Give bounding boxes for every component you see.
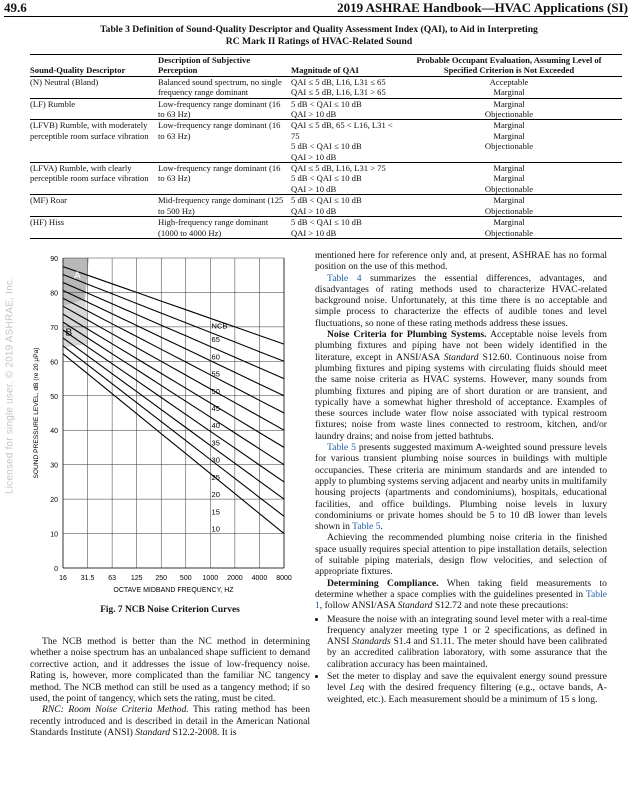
magnitude-cell: 5 dB < QAI ≤ 10 dB QAI > 10 dB — [291, 217, 399, 239]
perception-cell: Low-frequency range dominant (16 to 63 Hz) — [158, 120, 291, 163]
table-5-link[interactable]: Table 5 — [327, 442, 356, 454]
paragraph: Determining Compliance. When taking field measurements to determine whether a space complies with the guidelines presented in Table 1, follow ANSI/ASA Standard S12.72 and note these precautions: — [315, 577, 607, 612]
table-1-link[interactable]: Table 1 — [315, 588, 607, 612]
curve-label: 50 — [211, 386, 220, 396]
x-tick-label: 250 — [155, 575, 168, 582]
list-item: • Set the meter to display and save the equivalent energy sound pressure level Leq with the desired frequency filtering (e.g., octave bands, A-weighted, etc.). Each measurement should be a minimum of 15 s long. — [327, 671, 607, 705]
table-row — [30, 195, 622, 217]
curve-label: 15 — [211, 507, 220, 517]
magnitude-cell: QAI ≤ 5 dB, 65 < L16, L31 < 75 5 dB < QAI ≤ 10 dB QAI > 10 dB — [291, 120, 399, 163]
y-tick-label: 50 — [50, 393, 58, 401]
y-tick-label: 90 — [50, 256, 58, 263]
x-tick-label: 16 — [59, 575, 67, 582]
precaution-list — [315, 614, 607, 705]
table-4-link[interactable]: Table 4 — [327, 272, 362, 284]
table-row — [30, 217, 622, 239]
paragraph: RNC: Room Noise Criteria Method. This rating method has been recently introduced and is described in detail in the American National Standards Institute (ANSI) Standard S12.2-2008. It is — [30, 704, 310, 739]
ncb-curve-60 — [63, 275, 284, 362]
paragraph: Achieving the recommended plumbing noise criteria in the finished space usually requires special attention to pipe installation details, selection of suitable piping materials, design flow velocities, and selection of appropriate fixtures. — [315, 532, 607, 578]
x-axis-label: OCTAVE MIDBAND FREQUENCY, HZ — [113, 587, 234, 594]
curve-label: 65 — [211, 335, 220, 345]
y-tick-label: 0 — [54, 566, 58, 573]
region-a-label: A — [74, 270, 81, 282]
curve-label: 40 — [211, 421, 220, 431]
evaluation-cell: Acceptable Marginal — [399, 76, 622, 98]
curve-label: 25 — [211, 472, 220, 482]
evaluation-cell: Marginal Objectionable — [399, 195, 622, 217]
x-tick-label: 2000 — [227, 575, 243, 582]
curve-label: 10 — [211, 524, 220, 534]
perception-cell: Mid-frequency range dominant (125 to 500 Hz) — [158, 195, 291, 217]
evaluation-cell: Marginal Objectionable — [399, 98, 622, 120]
figure-caption: Fig. 7 NCB Noise Criterion Curves — [100, 605, 240, 615]
page-number: 49.6 — [4, 0, 27, 15]
table-row — [30, 120, 622, 163]
ncb-curve-20 — [63, 338, 284, 499]
x-tick-label: 125 — [130, 575, 143, 582]
y-tick-label: 60 — [50, 359, 58, 367]
table-title: Table 3 Definition of Sound-Quality Descriptor and Quality Assessment Index (QAI), to Aid in Interpreting RC Mark II Ratings of HVAC-Related Sound — [100, 24, 538, 47]
book-title: 2019 ASHRAE Handbook—HVAC Applications (SI) — [337, 0, 628, 15]
table-body — [30, 76, 622, 238]
y-tick-label: 20 — [50, 497, 58, 505]
col-evaluation: Probable Occupant Evaluation, Assuming Level of Specified Criterion is Not Exceeded — [399, 55, 622, 77]
ncb-curve-55 — [63, 283, 284, 379]
evaluation-cell: Marginal Marginal Objectionable — [399, 163, 622, 195]
running-header — [4, 0, 628, 17]
evaluation-cell: Marginal Marginal Objectionable — [399, 120, 622, 163]
y-tick-label: 40 — [50, 428, 58, 436]
paragraph: Table 4 summarizes the essential differences, advantages, and disadvantages of rating methods used to characterize HVAC-related background noise. Unfortunately, at this time there is no acceptable and simple process to characterize the effects of audible tones and level fluctuations, so none of these rating methods address these issues. — [315, 272, 607, 329]
magnitude-cell: 5 dB < QAI ≤ 10 dB QAI > 10 dB — [291, 98, 399, 120]
ncb-curve-40 — [63, 306, 284, 430]
ncb-chart — [28, 252, 313, 597]
magnitude-cell: QAI ≤ 5 dB, L16, L31 ≤ 65 QAI ≤ 5 dB, L16, L31 > 65 — [291, 76, 399, 98]
ncb-curve-25 — [63, 327, 284, 482]
y-tick-label: 30 — [50, 462, 58, 470]
perception-cell: Balanced sound spectrum, no single frequency range dominant — [158, 76, 291, 98]
col-descriptor: Sound-Quality Descriptor — [30, 55, 158, 77]
region-b-label: B — [65, 327, 73, 339]
x-tick-label: 1000 — [202, 575, 219, 582]
curve-label: 30 — [211, 455, 220, 465]
paragraph: mentioned here for reference only and, at present, ASHRAE has no formal position on the use of this method. — [315, 250, 607, 273]
col-magnitude: Magnitude of QAI — [291, 55, 399, 77]
descriptor-cell: (LF) Rumble — [30, 98, 158, 120]
magnitude-cell: QAI ≤ 5 dB, L16, L31 > 75 5 dB < QAI ≤ 10 dB QAI > 10 dB — [291, 163, 399, 195]
y-tick-label: 80 — [50, 290, 58, 298]
ncb-curve-65 — [63, 267, 284, 345]
table-row — [30, 76, 622, 98]
descriptor-cell: (LFVA) Rumble, with clearly perceptible room surface vibration — [30, 163, 158, 195]
descriptor-cell: (LFVB) Rumble, with moderately perceptible room surface vibration — [30, 120, 158, 163]
left-column — [30, 636, 310, 739]
perception-cell: Low-frequency range dominant (16 to 63 Hz) — [158, 98, 291, 120]
x-tick-label: 8000 — [276, 575, 292, 582]
curve-label: 20 — [211, 490, 220, 500]
ncb-label: NCB — [211, 321, 228, 331]
perception-cell: Low-frequency range dominant (16 to 63 Hz) — [158, 163, 291, 195]
curve-label: 45 — [211, 404, 220, 413]
qai-table — [30, 54, 622, 239]
magnitude-cell: 5 dB < QAI ≤ 10 dB QAI > 10 dB — [291, 195, 399, 217]
curve-label: 55 — [211, 369, 220, 379]
descriptor-cell: (MF) Roar — [30, 195, 158, 217]
curve-label: 60 — [211, 352, 220, 362]
descriptor-cell: (N) Neutral (Bland) — [30, 76, 158, 98]
license-watermark: Licensed for single user. © 2019 ASHRAE, Inc. — [4, 276, 16, 495]
x-tick-label: 4000 — [251, 575, 268, 582]
paragraph: Table 5 presents suggested maximum A-weighted sound pressure levels for various transient plumbing noise sources in buildings with multiple occupancies. These criteria are minimum standards and are intended to apply to plumbing systems serving adjacent and nearby units in multifamily housing projects (apartments and condominiums), hospitals, educational facilities, and office buildings. Plumbing noise levels in luxury condominiums or private homes should be 5 to 10 dB lower than levels shown in Table 5. — [315, 442, 607, 533]
table-row — [30, 98, 622, 120]
col-perception: Description of Subjective Perception — [158, 55, 291, 77]
evaluation-cell: Marginal Objectionable — [399, 217, 622, 239]
right-column — [315, 250, 607, 706]
table-5-link[interactable]: Table 5 — [352, 521, 381, 533]
x-tick-label: 31.5 — [80, 575, 95, 582]
descriptor-cell: (HF) Hiss — [30, 217, 158, 239]
paragraph: Noise Criteria for Plumbing Systems. Acceptable noise levels from plumbing fixtures and piping have not been widely identified in the literature, except in ANSI/ASA Standard S12.60. Continuous noise from plumbing fixtures and piping systems with circulating fluids should meet the same noise criteria as HVAC systems. However, many sounds from plumbing fixtures and piping are of short duration or are transient, and typically have a somewhat higher threshold of acceptance. Examples of these sources include water flow noise associated with typical restroom fixtures; noise from waste lines connected to restroom, kitchen, and/or laundry drains; and noise from jetted bathtubs. — [315, 329, 607, 442]
region-a-shading — [63, 258, 89, 306]
perception-cell: High-frequency range dominant (1000 to 4000 Hz) — [158, 217, 291, 239]
paragraph: The NCB method is better than the NC method in determining whether a noise spectrum has an unbalanced shape sufficient to demand corrective action, and it addresses the issue of low-frequency noise. Rating is, however, more complicated than the familiar NC tangency method. The NCB method can still be used as a tangency method; if so used, the point of tangency, which sets the rating, must be cited. — [30, 636, 310, 705]
x-tick-label: 500 — [179, 575, 192, 582]
y-tick-label: 10 — [50, 531, 58, 539]
table-row — [30, 163, 622, 195]
x-tick-label: 63 — [108, 575, 117, 582]
curve-label: 35 — [211, 438, 220, 448]
y-tick-label: 70 — [50, 324, 58, 332]
list-item: • Measure the noise with an integrating sound level meter with a real-time frequency analyzer meeting type 1 or 2 specifications, as defined in ANSI Standards S1.4 and S1.11. The meter should have been calibrated by an accredited calibration laboratory, with some assurance that the calibration accuracy has been maintained. — [327, 614, 607, 670]
y-axis-label: SOUND PRESSURE LEVEL, dB (re 20 μPa) — [33, 347, 40, 479]
ncb-curve-15 — [63, 346, 284, 517]
